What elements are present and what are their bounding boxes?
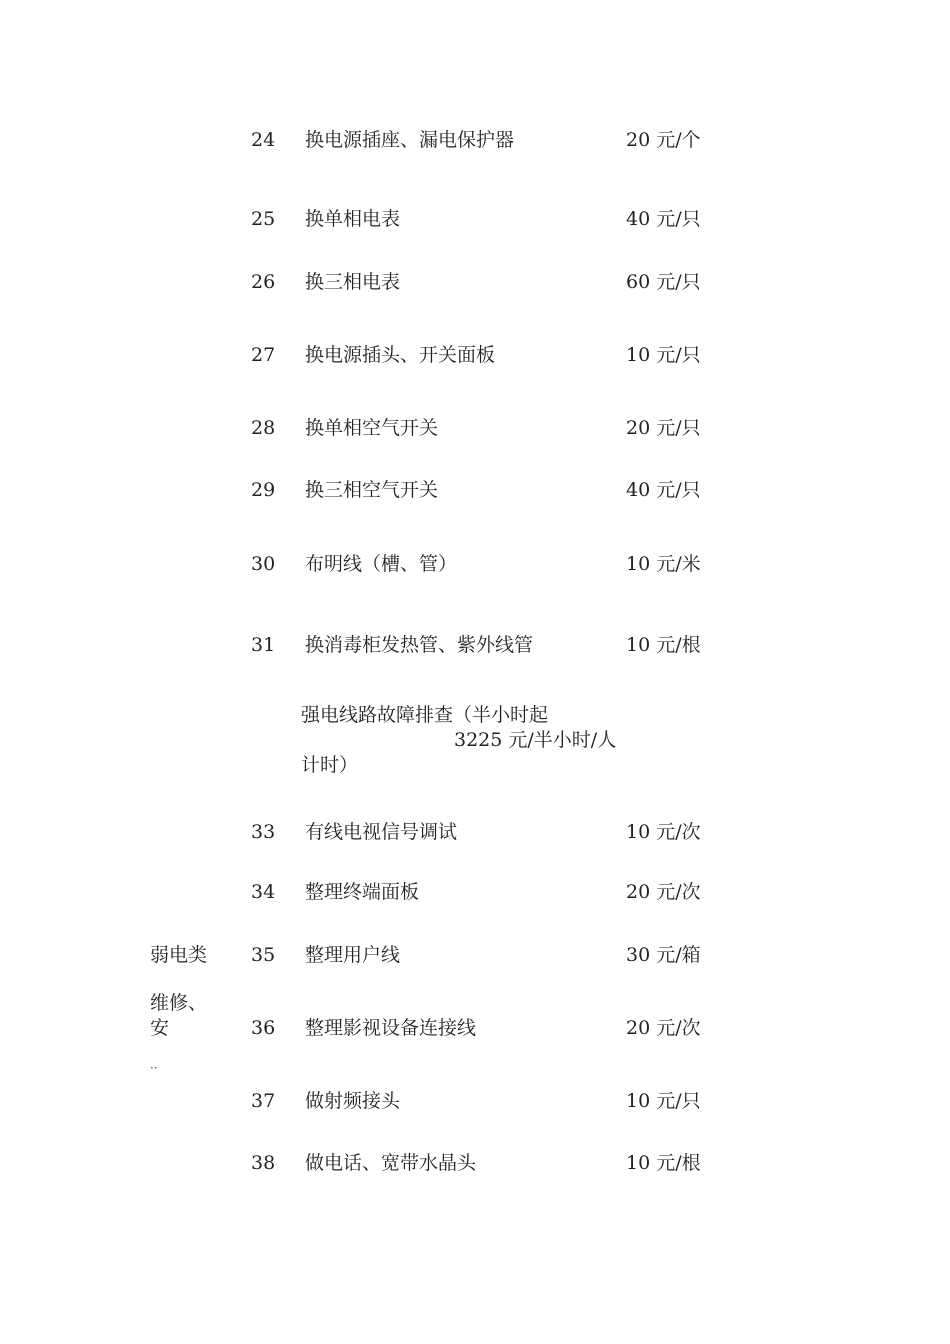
item-description: 整理用户线	[305, 944, 401, 966]
item-description: 做电话、宽带水晶头	[305, 1152, 477, 1174]
item-number: 30	[251, 553, 276, 575]
item-price: 10 元/根	[626, 634, 701, 656]
item-number: 26	[251, 271, 276, 293]
item-price: 3225 元/半小时/人	[454, 729, 617, 751]
item-description: 做射频接头	[305, 1090, 401, 1112]
item-number: 36	[251, 1017, 276, 1039]
table-row	[0, 415, 950, 441]
item-number: 37	[251, 1090, 276, 1112]
table-row	[0, 342, 950, 368]
table-row	[0, 942, 950, 968]
item-number: 28	[251, 417, 276, 439]
item-price: 10 元/米	[626, 553, 701, 575]
item-price: 60 元/只	[626, 271, 701, 293]
table-row	[0, 819, 950, 845]
item-price: 20 元/次	[626, 1017, 701, 1039]
item-description: 整理终端面板	[305, 881, 420, 903]
item-description: 换三相电表	[305, 271, 401, 293]
item-price: 10 元/根	[626, 1152, 701, 1174]
item-price: 20 元/次	[626, 881, 701, 903]
item-description: 整理影视设备连接线	[305, 1017, 477, 1039]
item-price: 20 元/只	[626, 417, 701, 439]
item-price: 40 元/只	[626, 208, 701, 230]
item-number: 31	[251, 634, 276, 656]
item-number: 33	[251, 821, 276, 843]
item-description-line1: 强电线路故障排查（半小时起	[301, 704, 549, 726]
item-price: 30 元/箱	[626, 944, 701, 966]
item-number: 34	[251, 881, 276, 903]
item-number: 27	[251, 344, 276, 366]
table-row	[0, 632, 950, 658]
table-row	[0, 551, 950, 577]
table-row	[0, 1150, 950, 1176]
table-row	[0, 1088, 950, 1114]
item-description: 换电源插座、漏电保护器	[305, 129, 515, 151]
item-number: 38	[251, 1152, 276, 1174]
item-description: 换单相电表	[305, 208, 401, 230]
item-number: 25	[251, 208, 276, 230]
table-row	[0, 477, 950, 503]
item-number: 35	[251, 944, 276, 966]
item-price: 10 元/只	[626, 1090, 701, 1112]
item-number: 29	[251, 479, 276, 501]
category-label-line3: 安	[150, 1017, 170, 1039]
table-row	[0, 269, 950, 295]
item-price: 10 元/只	[626, 344, 701, 366]
item-number: 24	[251, 129, 276, 151]
item-price: 10 元/次	[626, 821, 701, 843]
item-description: 布明线（槽、管）	[305, 553, 458, 575]
table-row	[0, 206, 950, 232]
item-description: 换三相空气开关	[305, 479, 439, 501]
item-description: 换单相空气开关	[305, 417, 439, 439]
item-description: 换电源插头、开关面板	[305, 344, 496, 366]
table-row	[0, 127, 950, 153]
item-price: 20 元/个	[626, 129, 701, 151]
table-row	[0, 879, 950, 905]
item-description-line2: 计时）	[301, 754, 359, 776]
item-description: 有线电视信号调试	[305, 821, 458, 843]
category-label-line1: 弱电类	[150, 944, 208, 966]
table-row	[0, 1015, 950, 1041]
item-price: 40 元/只	[626, 479, 701, 501]
category-label-fragment: ··	[150, 1061, 158, 1075]
item-description: 换消毒柜发热管、紫外线管	[305, 634, 534, 656]
category-label-line2: 维修、	[150, 992, 208, 1014]
